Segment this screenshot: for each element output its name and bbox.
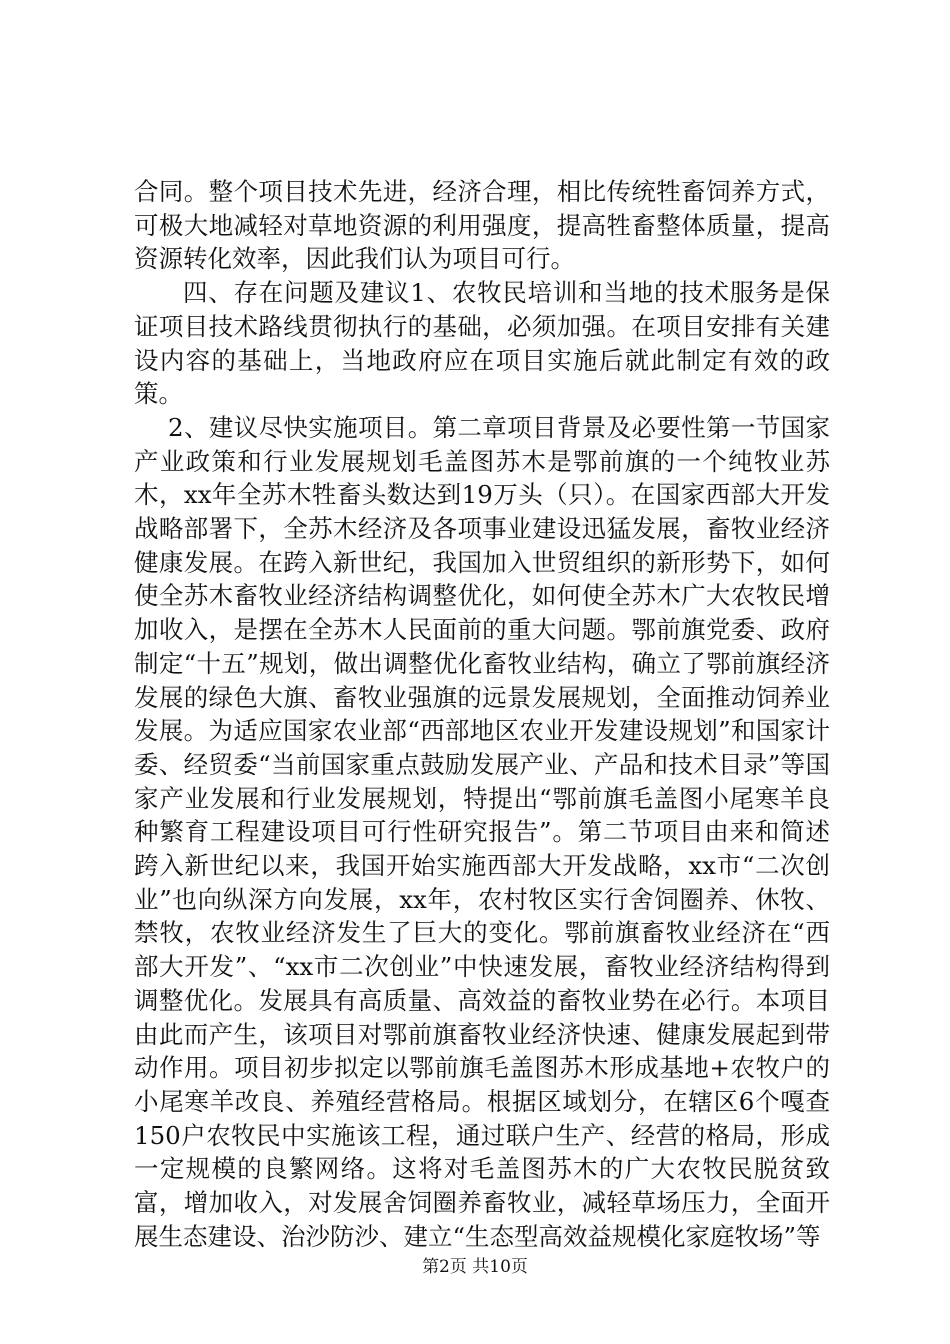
paragraph-project-background: 2、建议尽快实施项目。第二章项目背景及必要性第一节国家产业政策和行业发展规划毛盖图苏木是鄂前旗的一个纯牧业苏木，xx年全苏木牲畜头数达到19万头（只）。在国家西部大开发战略部署下，全苏木经济及各项事业建设迅猛发展，畜牧业经济健康发展。在跨入新世纪，我国加入世贸组织的新形势下，如何使全苏木畜牧业经济结构调整优化，如何使全苏木广大农牧民增加收入，是摆在全苏木人民面前的重大问题。鄂前旗党委、政府制定“十五”规划，做出调整优化畜牧业结构，确立了鄂前旗经济发展的绿色大旗、畜牧业强旗的远景发展规划，全面推动饲养业发展。为适应国家农业部“西部地区农业开发建设规划”和国家计委、经贸委“当前国家重点鼓励发展产业、产品和技术目录”等国家产业发展和行业发展规划，特提出“鄂前旗毛盖图小尾寒羊良种繁育工程建设项目可行性研究报告”。第二节项目由来和简述跨入新世纪以来，我国开始实施西部大开发战略，xx市“二次创业”也向纵深方向发展，xx年，农村牧区实行舍饲圈养、休牧、禁牧，农牧业经济发生了巨大的变化。鄂前旗畜牧业经济在“西部大开发”、“xx市二次创业”中快速发展，畜牧业经济结构得到调整优化。发展具有高质量、高效益的畜牧业势在必行。本项目由此而产生，该项目对鄂前旗畜牧业经济快速、健康发展起到带动作用。项目初步拟定以鄂前旗毛盖图苏木形成基地+农牧户的小尾寒羊改良、养殖经营格局。根据区域划分，在辖区6个嘎查150户农牧民中实施该工程，通过联户生产、经营的格局，形成一定规模的良繁网络。这将对毛盖图苏木的广大农牧民脱贫致富，增加收入，对发展舍饲圈养畜牧业，减轻草场压力，全面开展生态建设、治沙防沙、建立“生态型高效益规模化家庭牧场”等 <box>134 412 830 1251</box>
paragraph-contract-conclusion: 合同。整个项目技术先进，经济合理，相比传统牲畜饲养方式，可极大地减轻对草地资源的利用强度，提高牲畜整体质量，提高资源转化效率，因此我们认为项目可行。 <box>134 177 830 274</box>
page-number-footer: 第2页 共10页 <box>422 1257 528 1277</box>
paragraph-problems-suggestions: 四、存在问题及建议1、农牧民培训和当地的技术服务是保证项目技术路线贯彻执行的基础，必须加强。在项目安排有关建设内容的基础上，当地政府应在项目实施后就此制定有效的政策。 <box>134 278 830 409</box>
document-body <box>134 175 830 1254</box>
